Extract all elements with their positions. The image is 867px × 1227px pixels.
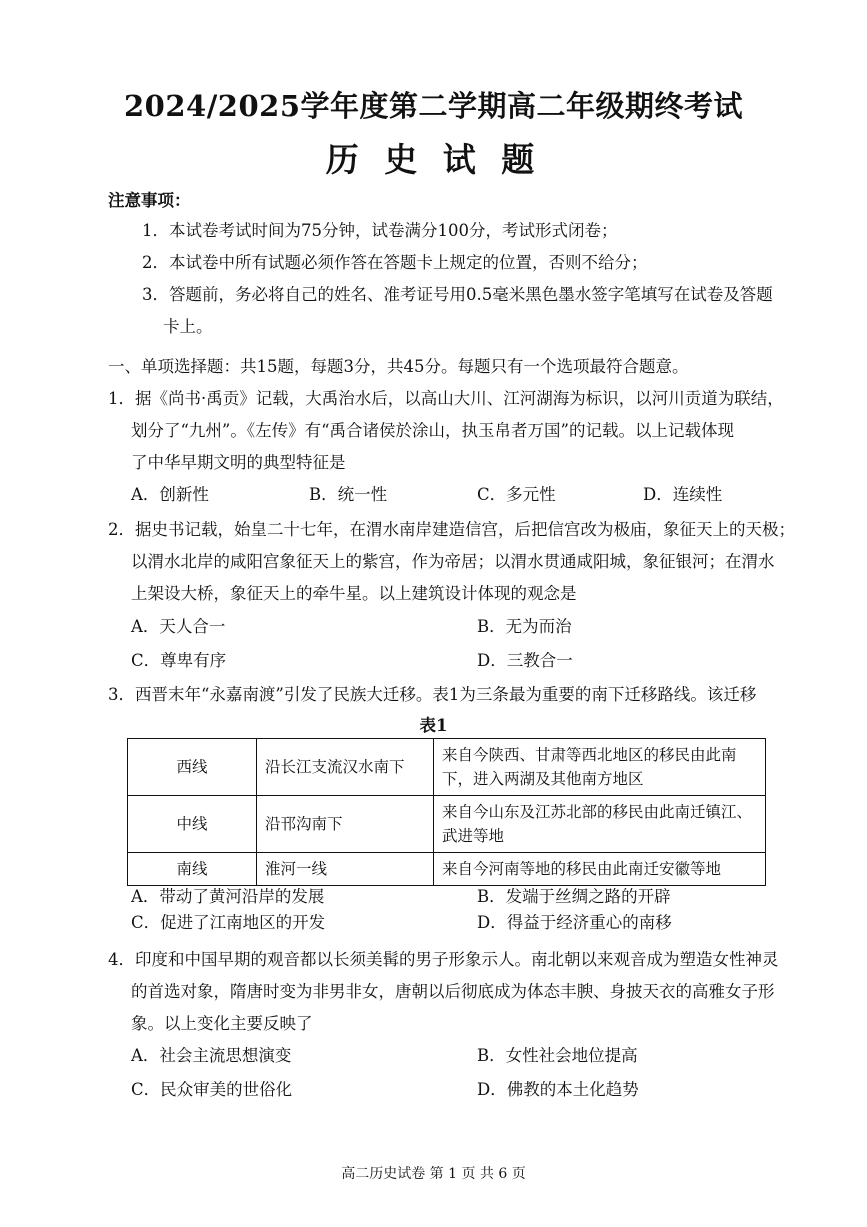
table-cell: 来自今河南等地的移民由此南迁安徽等地 — [434, 853, 766, 886]
q4-option-b: B．女性社会地位提高 — [477, 1046, 638, 1065]
q1-line-3: 了中华早期文明的典型特征是 — [131, 453, 346, 472]
q4-option-a: A．社会主流思想演变 — [131, 1046, 292, 1065]
q1-line-2: 划分了“九州”。《左传》有“禹合诸侯於涂山，执玉帛者万国”的记载。以上记载体现 — [131, 421, 734, 440]
q4-line-3: 象。以上变化主要反映了 — [131, 1014, 313, 1033]
exam-subject-title: 历 史 试 题 — [325, 140, 542, 179]
q1-option-c: C．多元性 — [477, 485, 556, 504]
q3-option-b: B．发端于丝绸之路的开辟 — [477, 887, 671, 906]
q2-option-d: D．三教合一 — [477, 651, 573, 670]
notice-item-2: 2．本试卷中所有试题必须作答在答题卡上规定的位置，否则不给分； — [142, 253, 648, 272]
table-row — [128, 739, 766, 796]
q3-option-d: D．得益于经济重心的南移 — [477, 913, 672, 932]
table-row — [128, 853, 766, 886]
q2-option-b: B．无为而治 — [477, 617, 572, 636]
table-cell: 沿长江支流汉水南下 — [257, 739, 434, 796]
notice-heading: 注意事项： — [108, 191, 191, 210]
q1-line-1: 1．据《尚书·禹贡》记载，大禹治水后，以高山大川、江河湖海为标识，以河川贡道为联结， — [108, 389, 784, 408]
q4-option-c: C．民众审美的世俗化 — [131, 1080, 293, 1099]
table-cell: 淮河一线 — [257, 853, 434, 886]
table-row — [128, 796, 766, 853]
q2-option-a: A．天人合一 — [131, 617, 226, 636]
table-cell: 中线 — [128, 796, 257, 853]
q2-line-3: 上架设大桥，象征天上的牵牛星。以上建筑设计体现的观念是 — [131, 584, 577, 603]
q1-option-b: B．统一性 — [309, 485, 388, 504]
q1-option-a: A．创新性 — [131, 485, 209, 504]
table-cell: 西线 — [128, 739, 257, 796]
table-caption: 表1 — [419, 716, 448, 735]
q3-option-a: A．带动了黄河沿岸的发展 — [131, 887, 325, 906]
q1-option-d: D．连续性 — [643, 485, 723, 504]
page-footer: 高二历史试卷 第 1 页 共 6 页 — [341, 1166, 526, 1182]
section-heading: 一、单项选择题：共15题，每题3分，共45分。每题只有一个选项最符合题意。 — [108, 357, 689, 376]
table-cell: 南线 — [128, 853, 257, 886]
table-cell: 沿邗沟南下 — [257, 796, 434, 853]
table-cell: 来自今陕西、甘肃等西北地区的移民由此南下，进入两湖及其他南方地区 — [434, 739, 766, 796]
notice-item-3: 3．答题前，务必将自己的姓名、准考证号用0.5毫米黑色墨水签字笔填写在试卷及答题 — [142, 285, 773, 304]
q4-option-d: D．佛教的本土化趋势 — [477, 1080, 639, 1099]
q2-line-2: 以渭水北岸的咸阳宫象征天上的紫宫，作为帝居；以渭水贯通咸阳城，象征银河；在渭水 — [131, 552, 775, 571]
q2-option-c: C．尊卑有序 — [131, 651, 227, 670]
exam-title: 2024/2025学年度第二学期高二年级期终考试 — [123, 89, 744, 123]
q3-option-c: C．促进了江南地区的开发 — [131, 913, 326, 932]
q4-line-2: 的首选对象，隋唐时变为非男非女，唐朝以后彻底成为体态丰腴、身披天衣的高雅女子形 — [131, 982, 775, 1001]
notice-item-1: 1．本试卷考试时间为75分钟，试卷满分100分，考试形式闭卷； — [142, 221, 618, 240]
table-cell: 来自今山东及江苏北部的移民由此南迁镇江、武进等地 — [434, 796, 766, 853]
q3-line-1: 3．西晋末年“永嘉南渡”引发了民族大迁移。表1为三条最为重要的南下迁移路线。该迁移 — [108, 685, 757, 704]
notice-item-3-cont: 卡上。 — [163, 317, 213, 336]
q4-line-1: 4．印度和中国早期的观音都以长须美髯的男子形象示人。南北朝以来观音成为塑造女性神灵 — [108, 950, 779, 969]
migration-routes-table — [127, 738, 766, 886]
q2-line-1: 2．据史书记载，始皇二十七年，在渭水南岸建造信宫，后把信宫改为极庙，象征天上的天极； — [108, 520, 795, 539]
